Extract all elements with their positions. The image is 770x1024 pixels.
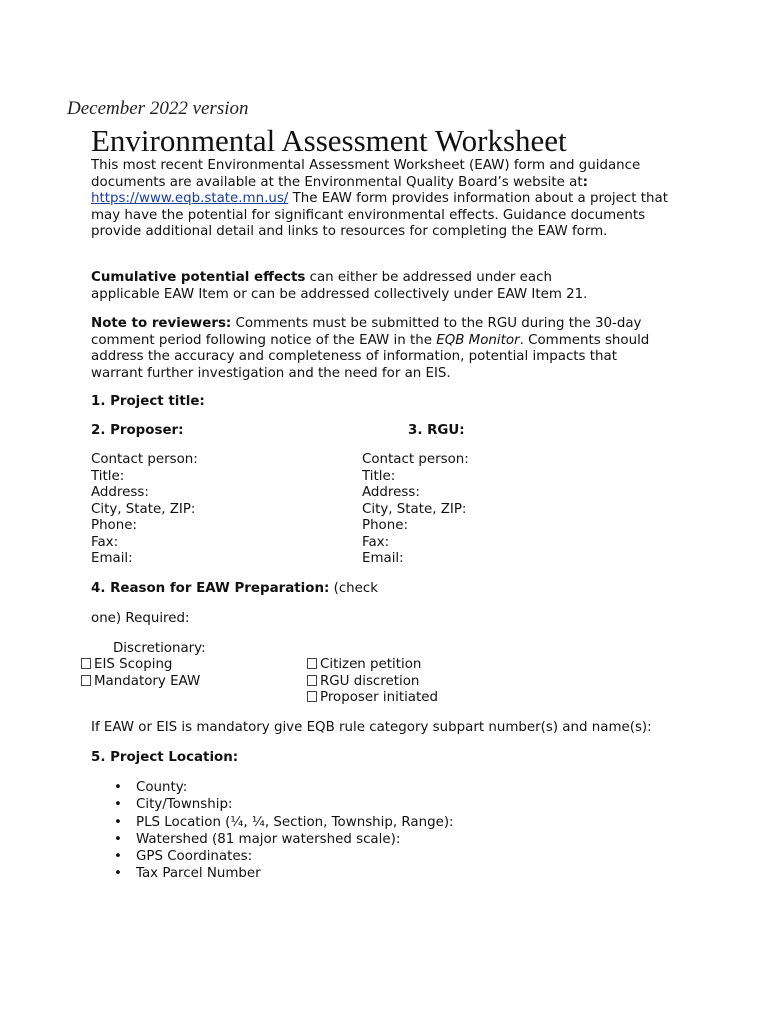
cumulative-line2: applicable EAW Item or can be addressed collectively under EAW Item 21. [91,286,588,302]
eqb-website-link[interactable]: https://www.eqb.state.mn.us/ [91,191,289,206]
checkbox-citizen-petition[interactable] [307,657,438,674]
bullet-icon: • [114,849,122,865]
location-county: County: [136,780,188,795]
checkbox-icon[interactable] [81,675,91,686]
location-pls: PLS Location (¼, ¼, Section, Township, Range): [136,814,454,830]
reviewers-bold: Note to reviewers: [91,316,232,331]
checkbox-label: Proposer initiated [320,690,439,705]
intro-colon: : [582,174,588,190]
rgu-address: Address: [362,485,420,500]
bullet-icon: • [114,780,122,795]
proposer-address: Address: [91,485,149,500]
item-project-location: 5. Project Location: [91,750,239,765]
page-title: Environmental Assessment Worksheet [91,123,567,158]
rgu-contact-list [362,452,469,568]
proposer-email: Email: [91,551,133,566]
rgu-contact-person: Contact person: [362,452,469,467]
intro-text-after: The EAW form provides information about a project that may have the potential for significant environmental effects. Guidance documents provide additional detail and links to resources for completing the EAW form. [91,191,668,239]
rgu-city-state-zip: City, State, ZIP: [362,501,467,517]
bullet-icon: • [114,831,122,847]
list-item [114,848,454,865]
checkbox-icon[interactable] [307,658,317,669]
cumulative-bold: Cumulative potential effects [91,270,306,285]
list-item [114,814,454,831]
list-item [114,865,454,882]
discretionary-checkbox-group [307,657,438,707]
bullet-icon: • [114,866,122,882]
proposer-contact-person: Contact person: [91,452,198,467]
cumulative-text: can either be addressed under each [305,270,552,285]
checkbox-label: Mandatory EAW [94,673,201,689]
bullet-icon: • [114,797,122,813]
proposer-phone: Phone: [91,518,137,533]
rgu-fax: Fax: [362,534,390,550]
rgu-phone: Phone: [362,518,408,533]
proposer-contact-list [91,452,198,568]
checkbox-icon[interactable] [307,691,317,702]
item-reason-eaw [91,581,378,598]
intro-paragraph [91,158,681,241]
reason-check: (check [329,581,379,596]
location-city-township: City/Township: [136,797,233,813]
rgu-email: Email: [362,551,404,566]
location-gps: GPS Coordinates: [136,849,253,865]
cumulative-paragraph [91,270,681,303]
checkbox-eis-scoping[interactable] [81,657,200,674]
list-item [114,831,454,848]
checkbox-mandatory-eaw[interactable] [81,674,200,691]
checkbox-icon[interactable] [81,658,91,669]
location-tax-parcel: Tax Parcel Number [136,866,261,882]
location-list [114,779,454,883]
checkbox-label: RGU discretion [320,673,420,689]
list-item [114,796,454,813]
location-watershed: Watershed (81 major watershed scale): [136,831,401,847]
reviewers-paragraph [91,316,666,382]
proposer-city-state-zip: City, State, ZIP: [91,501,196,517]
reason-bold: 4. Reason for EAW Preparation: [91,581,330,596]
checkbox-proposer-initiated[interactable] [307,690,438,707]
required-checkbox-group [81,657,200,690]
item-project-title: 1. Project title: [91,394,205,409]
bullet-icon: • [114,814,122,830]
reason-discretionary: Discretionary: [113,641,206,656]
intro-text: This most recent Environmental Assessment Worksheet (EAW) form and guidance documents are available at the Environmental Quality Board’s website at [91,158,641,190]
eqb-monitor-italic: EQB Monitor [436,332,520,348]
version-label: December 2022 version [67,98,249,119]
proposer-fax: Fax: [91,534,119,550]
checkbox-label: Citizen petition [320,657,422,672]
checkbox-rgu-discretion[interactable] [307,674,438,691]
list-item [114,779,454,796]
reviewers-text1: Comments must be submitted to the RGU during the 30-day comment period following notice of the EAW in the [91,316,642,348]
checkbox-icon[interactable] [307,675,317,686]
item-proposer: 2. Proposer: [91,423,184,438]
reason-required: one) Required: [91,611,190,626]
item-rgu: 3. RGU: [408,423,465,438]
proposer-title: Title: [91,468,125,484]
mandatory-category-note: If EAW or EIS is mandatory give EQB rule category subpart number(s) and name(s): [91,720,652,735]
checkbox-label: EIS Scoping [94,657,173,672]
reviewers-text2: . Comments should address the accuracy and completeness of information, potential impacts that warrant further investigation and the need for an EIS. [91,332,650,381]
rgu-title: Title: [362,468,396,484]
